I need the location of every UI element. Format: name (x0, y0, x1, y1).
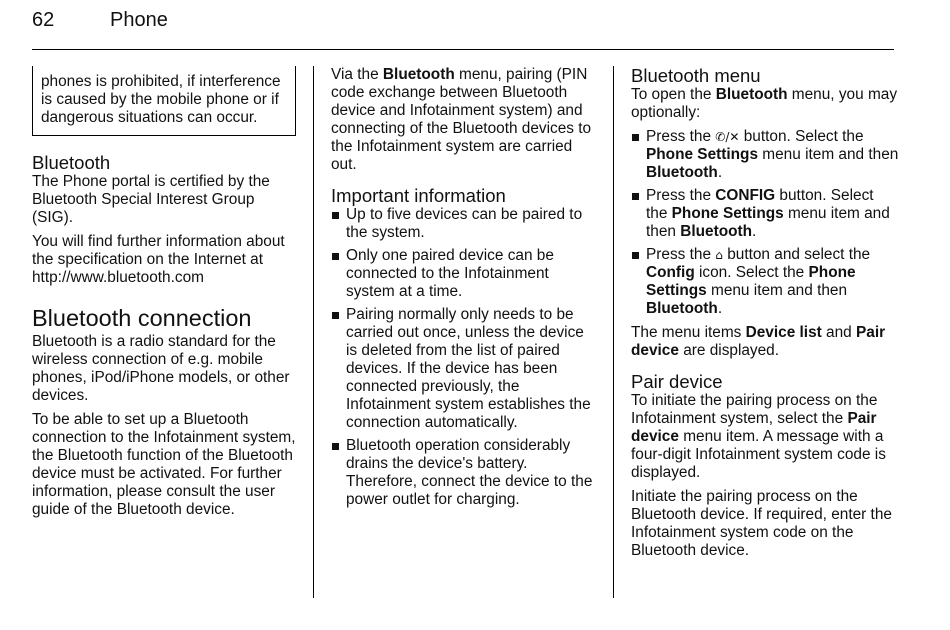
list-item: Only one paired device can be connected to the Infotainment system at a time. (331, 247, 599, 301)
list-item: Press the ✆/✕ button. Select the Phone Settings menu item and then Bluetooth. (631, 128, 899, 182)
column-divider-left (313, 66, 314, 598)
pair-device-heading: Pair device (631, 371, 723, 392)
column-1 (32, 66, 298, 525)
pair-paragraph-2: Initiate the pairing process on the Bluetooth device. If required, enter the Infotainment system code on the Bluetooth device. (631, 488, 892, 559)
bluetooth-connection-heading: Bluetooth connection (32, 305, 252, 331)
important-information-heading: Important information (331, 185, 506, 206)
page-number: 62 (32, 9, 55, 31)
list-item: Pairing normally only needs to be carried out once, unless the device is deleted from the list of paired devices. If the device has been connected previously, the Infotainment system establishes the connection automatically. (331, 306, 599, 432)
home-icon: ⌂ (715, 248, 723, 262)
important-list (331, 206, 599, 509)
warning-box (32, 66, 296, 136)
list-item: Bluetooth operation considerably drains the device's battery. Therefore, connect the device to the power outlet for charging. (331, 437, 599, 509)
pair-paragraph-1: To initiate the pairing process on the Infotainment system, select the Pair device menu item. A message with a four-digit Infotainment system code is displayed. (631, 392, 886, 481)
warning-text: phones is prohibited, if interference is caused by the mobile phone or if dangerous situations can occur. (41, 73, 281, 126)
phone-mute-icon: ✆/✕ (715, 130, 740, 144)
connection-paragraph-1: Bluetooth is a radio standard for the wireless connection of e.g. mobile phones, iPod/iPhone models, or other devices. (32, 333, 290, 404)
menu-options-list (631, 128, 899, 318)
list-item: Up to five devices can be paired to the system. (331, 206, 599, 242)
list-item: Press the ⌂ button and select the Config icon. Select the Phone Settings menu item and then Bluetooth. (631, 246, 899, 318)
header-rule (32, 49, 894, 50)
menu-intro: To open the Bluetooth menu, you may optionally: (631, 86, 898, 121)
connection-paragraph-2: To be able to set up a Bluetooth connection to the Infotainment system, the Bluetooth function of the Bluetooth device must be activated. For further information, please consult the user guide of the Bluetooth device. (32, 411, 296, 518)
bluetooth-paragraph-1: The Phone portal is certified by the Bluetooth Special Interest Group (SIG). (32, 173, 270, 226)
bluetooth-menu-heading: Bluetooth menu (631, 65, 761, 86)
intro-paragraph: Via the Bluetooth menu, pairing (PIN code exchange between Bluetooth device and Infotainment system) and connecting of the Bluetooth devices to the Infotainment system are carried out. (331, 66, 592, 173)
column-divider-right (613, 66, 614, 598)
column-3 (631, 66, 899, 566)
bluetooth-heading: Bluetooth (32, 152, 111, 173)
list-item: Press the CONFIG button. Select the Phone Settings menu item and then Bluetooth. (631, 187, 899, 241)
bluetooth-paragraph-2: You will find further information about the specification on the Internet at http://www.bluetooth.com (32, 233, 285, 286)
menu-items-paragraph: The menu items Device list and Pair device are displayed. (631, 324, 886, 359)
column-2 (331, 66, 599, 515)
section-title: Phone (110, 9, 168, 31)
